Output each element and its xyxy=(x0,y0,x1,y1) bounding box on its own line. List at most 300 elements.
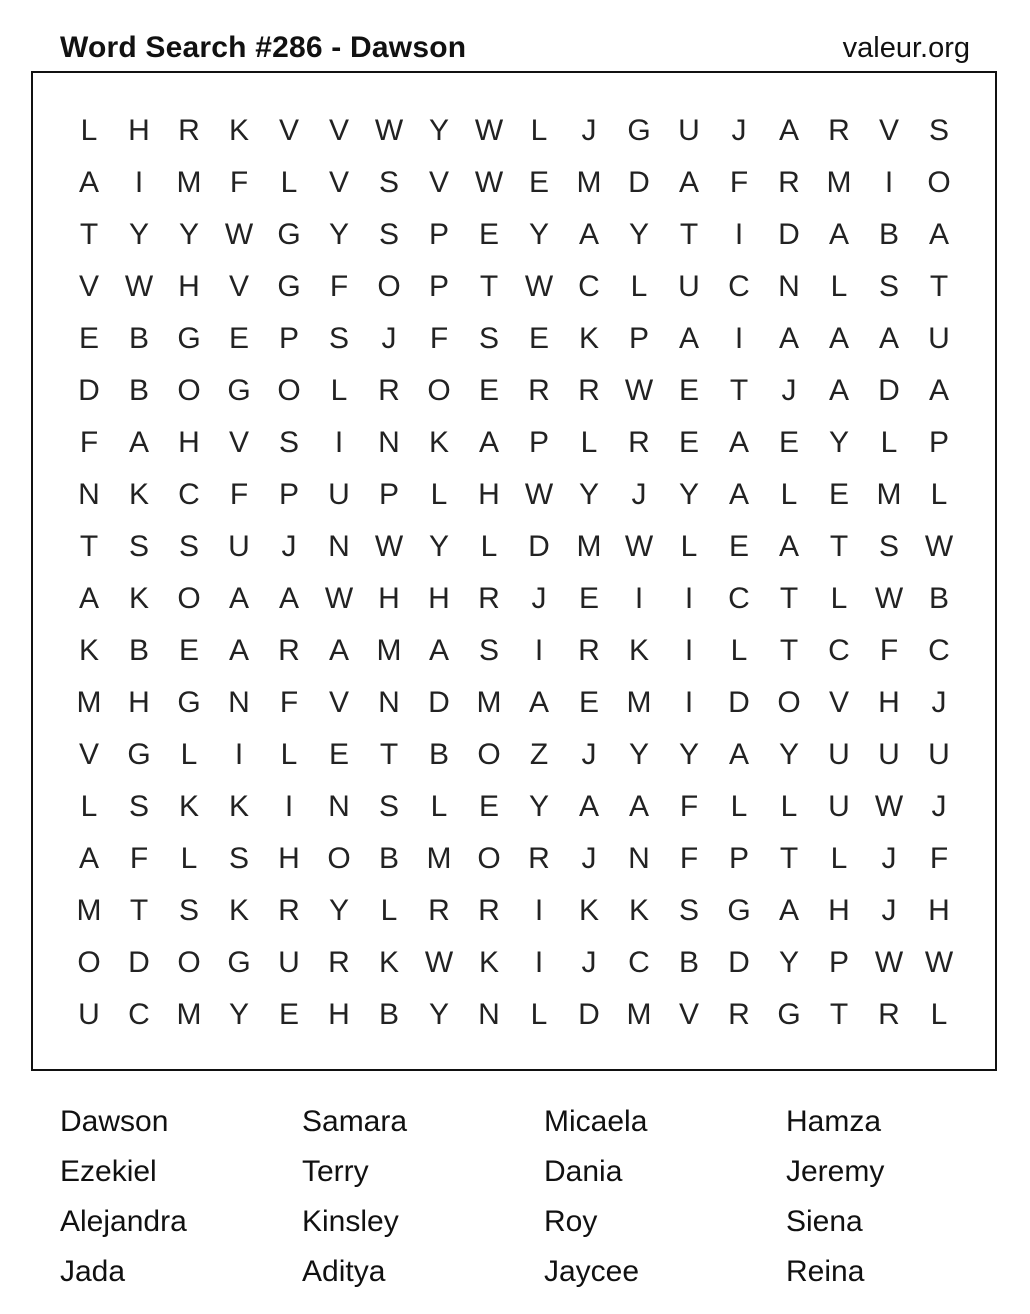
grid-cell[interactable]: N xyxy=(328,530,350,563)
grid-cell[interactable]: C xyxy=(578,270,600,303)
grid-cell[interactable]: F xyxy=(929,842,949,875)
grid-cell[interactable]: P xyxy=(278,478,299,511)
grid-cell[interactable]: K xyxy=(578,894,599,927)
grid-cell[interactable]: L xyxy=(830,270,848,303)
grid-cell[interactable]: A xyxy=(778,114,799,147)
grid-cell[interactable]: A xyxy=(228,582,249,615)
grid-cell[interactable]: R xyxy=(528,374,550,407)
grid-cell[interactable]: A xyxy=(828,218,849,251)
grid-cell[interactable]: J xyxy=(931,790,947,823)
grid-cell[interactable]: F xyxy=(879,634,899,667)
grid-cell[interactable]: W xyxy=(924,530,954,563)
grid-cell[interactable]: B xyxy=(928,582,949,615)
grid-cell[interactable]: A xyxy=(878,322,899,355)
grid-cell[interactable]: L xyxy=(880,426,898,459)
grid-cell[interactable]: S xyxy=(678,894,699,927)
grid-cell[interactable]: S xyxy=(378,166,399,199)
grid-cell[interactable]: T xyxy=(79,530,99,563)
grid-cell[interactable]: A xyxy=(478,426,499,459)
grid-cell[interactable]: O xyxy=(427,374,451,407)
grid-cell[interactable]: L xyxy=(430,790,448,823)
grid-cell[interactable]: K xyxy=(628,634,649,667)
grid-cell[interactable]: M xyxy=(76,686,102,719)
grid-cell[interactable]: Y xyxy=(628,738,649,771)
grid-cell[interactable]: P xyxy=(428,218,449,251)
grid-cell[interactable]: T xyxy=(679,218,699,251)
grid-cell[interactable]: A xyxy=(78,842,99,875)
grid-cell[interactable]: L xyxy=(730,790,748,823)
grid-cell[interactable]: A xyxy=(678,166,699,199)
grid-cell[interactable]: O xyxy=(277,374,301,407)
grid-cell[interactable]: W xyxy=(374,114,404,147)
grid-cell[interactable]: G xyxy=(127,738,151,771)
grid-cell[interactable]: N xyxy=(778,270,800,303)
grid-cell[interactable]: U xyxy=(678,114,700,147)
grid-cell[interactable]: P xyxy=(428,270,449,303)
grid-cell[interactable]: A xyxy=(778,530,799,563)
grid-cell[interactable]: V xyxy=(278,114,299,147)
grid-cell[interactable]: U xyxy=(678,270,700,303)
grid-cell[interactable]: H xyxy=(428,582,450,615)
grid-cell[interactable]: I xyxy=(684,582,694,615)
grid-cell[interactable]: U xyxy=(228,530,250,563)
grid-cell[interactable]: F xyxy=(679,842,699,875)
grid-cell[interactable]: C xyxy=(178,478,200,511)
grid-cell[interactable]: I xyxy=(284,790,294,823)
grid-cell[interactable]: Y xyxy=(328,218,349,251)
grid-cell[interactable]: S xyxy=(478,634,499,667)
grid-cell[interactable]: H xyxy=(278,842,300,875)
grid-cell[interactable]: F xyxy=(279,686,299,719)
grid-cell[interactable]: R xyxy=(428,894,450,927)
grid-cell[interactable]: U xyxy=(928,738,950,771)
grid-cell[interactable]: L xyxy=(930,478,948,511)
grid-cell[interactable]: C xyxy=(128,998,150,1031)
grid-cell[interactable]: H xyxy=(478,478,500,511)
grid-cell[interactable]: U xyxy=(828,738,850,771)
grid-cell[interactable]: B xyxy=(428,738,449,771)
grid-cell[interactable]: K xyxy=(578,322,599,355)
grid-cell[interactable]: E xyxy=(228,322,249,355)
grid-cell[interactable]: W xyxy=(474,166,504,199)
grid-cell[interactable]: F xyxy=(229,478,249,511)
grid-cell[interactable]: R xyxy=(578,374,600,407)
grid-cell[interactable]: S xyxy=(878,530,899,563)
grid-cell[interactable]: L xyxy=(830,842,848,875)
grid-cell[interactable]: A xyxy=(728,426,749,459)
grid-cell[interactable]: E xyxy=(528,322,549,355)
grid-cell[interactable]: J xyxy=(581,738,597,771)
grid-cell[interactable]: P xyxy=(928,426,949,459)
grid-cell[interactable]: P xyxy=(828,946,849,979)
grid-cell[interactable]: Z xyxy=(529,738,549,771)
grid-cell[interactable]: A xyxy=(78,582,99,615)
grid-cell[interactable]: V xyxy=(878,114,899,147)
grid-cell[interactable]: P xyxy=(528,426,549,459)
grid-cell[interactable]: Y xyxy=(178,218,199,251)
grid-cell[interactable]: U xyxy=(328,478,350,511)
grid-cell[interactable]: A xyxy=(128,426,149,459)
grid-cell[interactable]: S xyxy=(228,842,249,875)
grid-cell[interactable]: L xyxy=(780,478,798,511)
grid-cell[interactable]: G xyxy=(177,322,201,355)
grid-cell[interactable]: U xyxy=(928,322,950,355)
grid-cell[interactable]: J xyxy=(881,894,897,927)
grid-cell[interactable]: M xyxy=(76,894,102,927)
grid-cell[interactable]: L xyxy=(180,738,198,771)
grid-cell[interactable]: N xyxy=(328,790,350,823)
grid-cell[interactable]: Y xyxy=(228,998,249,1031)
grid-cell[interactable]: B xyxy=(128,322,149,355)
grid-cell[interactable]: O xyxy=(377,270,401,303)
grid-cell[interactable]: L xyxy=(530,998,548,1031)
grid-cell[interactable]: S xyxy=(478,322,499,355)
grid-cell[interactable]: Y xyxy=(578,478,599,511)
grid-cell[interactable]: O xyxy=(777,686,801,719)
grid-cell[interactable]: W xyxy=(524,270,554,303)
grid-cell[interactable]: M xyxy=(626,686,652,719)
grid-cell[interactable]: N xyxy=(628,842,650,875)
grid-cell[interactable]: M xyxy=(876,478,902,511)
grid-cell[interactable]: N xyxy=(378,686,400,719)
grid-cell[interactable]: G xyxy=(277,218,301,251)
grid-cell[interactable]: L xyxy=(80,790,98,823)
grid-cell[interactable]: K xyxy=(128,478,149,511)
grid-cell[interactable]: O xyxy=(177,582,201,615)
grid-cell[interactable]: Y xyxy=(528,790,549,823)
grid-cell[interactable]: A xyxy=(678,322,699,355)
grid-cell[interactable]: Y xyxy=(778,946,799,979)
grid-cell[interactable]: F xyxy=(429,322,449,355)
grid-cell[interactable]: L xyxy=(630,270,648,303)
grid-cell[interactable]: W xyxy=(474,114,504,147)
grid-cell[interactable]: D xyxy=(428,686,450,719)
grid-cell[interactable]: E xyxy=(828,478,849,511)
grid-cell[interactable]: T xyxy=(779,582,799,615)
grid-cell[interactable]: W xyxy=(374,530,404,563)
grid-cell[interactable]: T xyxy=(779,842,799,875)
grid-cell[interactable]: C xyxy=(928,634,950,667)
grid-cell[interactable]: J xyxy=(931,686,947,719)
grid-cell[interactable]: R xyxy=(528,842,550,875)
grid-cell[interactable]: E xyxy=(728,530,749,563)
grid-cell[interactable]: M xyxy=(576,530,602,563)
grid-cell[interactable]: E xyxy=(778,426,799,459)
grid-cell[interactable]: R xyxy=(378,374,400,407)
grid-cell[interactable]: K xyxy=(378,946,399,979)
grid-cell[interactable]: I xyxy=(734,218,744,251)
grid-cell[interactable]: I xyxy=(684,686,694,719)
grid-cell[interactable]: A xyxy=(78,166,99,199)
grid-cell[interactable]: R xyxy=(578,634,600,667)
grid-cell[interactable]: K xyxy=(228,790,249,823)
grid-cell[interactable]: A xyxy=(428,634,449,667)
grid-cell[interactable]: P xyxy=(628,322,649,355)
grid-cell[interactable]: A xyxy=(228,634,249,667)
grid-cell[interactable]: J xyxy=(881,842,897,875)
grid-cell[interactable]: A xyxy=(328,634,349,667)
grid-cell[interactable]: E xyxy=(578,686,599,719)
grid-cell[interactable]: N xyxy=(378,426,400,459)
grid-cell[interactable]: G xyxy=(227,946,251,979)
grid-cell[interactable]: E xyxy=(678,426,699,459)
grid-cell[interactable]: V xyxy=(328,114,349,147)
grid-cell[interactable]: D xyxy=(628,166,650,199)
grid-cell[interactable]: L xyxy=(80,114,98,147)
grid-cell[interactable]: T xyxy=(479,270,499,303)
grid-cell[interactable]: S xyxy=(328,322,349,355)
grid-cell[interactable]: N xyxy=(228,686,250,719)
grid-cell[interactable]: L xyxy=(730,634,748,667)
grid-cell[interactable]: G xyxy=(627,114,651,147)
grid-cell[interactable]: K xyxy=(428,426,449,459)
grid-cell[interactable]: S xyxy=(878,270,899,303)
grid-cell[interactable]: B xyxy=(878,218,899,251)
grid-cell[interactable]: E xyxy=(478,374,499,407)
grid-cell[interactable]: T xyxy=(929,270,949,303)
grid-cell[interactable]: K xyxy=(128,582,149,615)
grid-cell[interactable]: G xyxy=(227,374,251,407)
grid-cell[interactable]: F xyxy=(329,270,349,303)
grid-cell[interactable]: J xyxy=(631,478,647,511)
grid-cell[interactable]: E xyxy=(78,322,99,355)
grid-cell[interactable]: W xyxy=(924,946,954,979)
grid-cell[interactable]: R xyxy=(328,946,350,979)
grid-cell[interactable]: G xyxy=(777,998,801,1031)
grid-cell[interactable]: A xyxy=(728,738,749,771)
grid-cell[interactable]: V xyxy=(328,686,349,719)
grid-cell[interactable]: G xyxy=(177,686,201,719)
grid-cell[interactable]: O xyxy=(927,166,951,199)
grid-cell[interactable]: U xyxy=(828,790,850,823)
grid-cell[interactable]: H xyxy=(178,426,200,459)
grid-cell[interactable]: T xyxy=(129,894,149,927)
grid-cell[interactable]: O xyxy=(477,738,501,771)
grid-cell[interactable]: B xyxy=(378,998,399,1031)
grid-cell[interactable]: L xyxy=(530,114,548,147)
grid-cell[interactable]: V xyxy=(78,738,99,771)
grid-cell[interactable]: L xyxy=(780,790,798,823)
grid-cell[interactable]: K xyxy=(178,790,199,823)
grid-cell[interactable]: I xyxy=(884,166,894,199)
grid-cell[interactable]: J xyxy=(781,374,797,407)
grid-cell[interactable]: G xyxy=(727,894,751,927)
grid-cell[interactable]: Y xyxy=(628,218,649,251)
grid-cell[interactable]: K xyxy=(478,946,499,979)
grid-cell[interactable]: J xyxy=(281,530,297,563)
grid-cell[interactable]: S xyxy=(178,894,199,927)
grid-cell[interactable]: Y xyxy=(778,738,799,771)
grid-cell[interactable]: D xyxy=(528,530,550,563)
grid-cell[interactable]: Y xyxy=(528,218,549,251)
grid-cell[interactable]: E xyxy=(578,582,599,615)
grid-cell[interactable]: J xyxy=(381,322,397,355)
grid-cell[interactable]: W xyxy=(874,582,904,615)
grid-cell[interactable]: E xyxy=(178,634,199,667)
grid-cell[interactable]: A xyxy=(628,790,649,823)
grid-cell[interactable]: V xyxy=(328,166,349,199)
grid-cell[interactable]: L xyxy=(480,530,498,563)
grid-cell[interactable]: L xyxy=(280,738,298,771)
grid-cell[interactable]: I xyxy=(684,634,694,667)
grid-cell[interactable]: D xyxy=(778,218,800,251)
grid-cell[interactable]: T xyxy=(79,218,99,251)
grid-cell[interactable]: L xyxy=(580,426,598,459)
grid-cell[interactable]: O xyxy=(327,842,351,875)
grid-cell[interactable]: C xyxy=(828,634,850,667)
grid-cell[interactable]: R xyxy=(478,582,500,615)
grid-cell[interactable]: P xyxy=(378,478,399,511)
grid-cell[interactable]: R xyxy=(628,426,650,459)
grid-cell[interactable]: L xyxy=(680,530,698,563)
grid-cell[interactable]: Y xyxy=(128,218,149,251)
grid-cell[interactable]: I xyxy=(534,946,544,979)
grid-cell[interactable]: U xyxy=(78,998,100,1031)
grid-cell[interactable]: E xyxy=(328,738,349,771)
grid-cell[interactable]: H xyxy=(928,894,950,927)
grid-cell[interactable]: Y xyxy=(428,530,449,563)
grid-cell[interactable]: G xyxy=(277,270,301,303)
grid-cell[interactable]: M xyxy=(826,166,852,199)
grid-cell[interactable]: L xyxy=(380,894,398,927)
grid-cell[interactable]: T xyxy=(779,634,799,667)
grid-cell[interactable]: N xyxy=(78,478,100,511)
grid-cell[interactable]: R xyxy=(728,998,750,1031)
grid-cell[interactable]: N xyxy=(478,998,500,1031)
grid-cell[interactable]: F xyxy=(79,426,99,459)
grid-cell[interactable]: S xyxy=(178,530,199,563)
grid-cell[interactable]: H xyxy=(828,894,850,927)
grid-cell[interactable]: H xyxy=(128,114,150,147)
grid-cell[interactable]: D xyxy=(728,686,750,719)
grid-cell[interactable]: V xyxy=(228,426,249,459)
grid-cell[interactable]: W xyxy=(624,530,654,563)
grid-cell[interactable]: Y xyxy=(428,998,449,1031)
grid-cell[interactable]: O xyxy=(77,946,101,979)
grid-cell[interactable]: W xyxy=(874,790,904,823)
grid-cell[interactable]: A xyxy=(828,374,849,407)
grid-cell[interactable]: O xyxy=(177,374,201,407)
grid-cell[interactable]: A xyxy=(728,478,749,511)
grid-cell[interactable]: L xyxy=(180,842,198,875)
grid-cell[interactable]: S xyxy=(378,218,399,251)
grid-cell[interactable]: D xyxy=(78,374,100,407)
grid-cell[interactable]: A xyxy=(928,218,949,251)
grid-cell[interactable]: H xyxy=(178,270,200,303)
grid-cell[interactable]: J xyxy=(531,582,547,615)
grid-cell[interactable]: P xyxy=(278,322,299,355)
grid-cell[interactable]: K xyxy=(228,114,249,147)
grid-cell[interactable]: I xyxy=(334,426,344,459)
grid-cell[interactable]: E xyxy=(478,218,499,251)
grid-cell[interactable]: R xyxy=(278,634,300,667)
grid-cell[interactable]: F xyxy=(229,166,249,199)
grid-cell[interactable]: R xyxy=(178,114,200,147)
grid-cell[interactable]: W xyxy=(424,946,454,979)
grid-cell[interactable]: I xyxy=(634,582,644,615)
grid-cell[interactable]: E xyxy=(478,790,499,823)
grid-cell[interactable]: E xyxy=(278,998,299,1031)
grid-cell[interactable]: O xyxy=(477,842,501,875)
grid-cell[interactable]: W xyxy=(224,218,254,251)
grid-cell[interactable]: M xyxy=(476,686,502,719)
grid-cell[interactable]: U xyxy=(878,738,900,771)
grid-cell[interactable]: I xyxy=(534,894,544,927)
grid-cell[interactable]: H xyxy=(128,686,150,719)
grid-cell[interactable]: R xyxy=(278,894,300,927)
grid-cell[interactable]: Y xyxy=(428,114,449,147)
grid-cell[interactable]: R xyxy=(478,894,500,927)
grid-cell[interactable]: T xyxy=(729,374,749,407)
grid-cell[interactable]: L xyxy=(930,998,948,1031)
grid-cell[interactable]: C xyxy=(728,582,750,615)
grid-cell[interactable]: I xyxy=(134,166,144,199)
grid-cell[interactable]: H xyxy=(878,686,900,719)
grid-cell[interactable]: K xyxy=(628,894,649,927)
grid-cell[interactable]: W xyxy=(874,946,904,979)
grid-cell[interactable]: W xyxy=(624,374,654,407)
grid-cell[interactable]: M xyxy=(376,634,402,667)
grid-cell[interactable]: R xyxy=(878,998,900,1031)
grid-cell[interactable]: M xyxy=(426,842,452,875)
grid-cell[interactable]: J xyxy=(731,114,747,147)
grid-cell[interactable]: W xyxy=(124,270,154,303)
grid-cell[interactable]: L xyxy=(330,374,348,407)
grid-cell[interactable]: C xyxy=(728,270,750,303)
grid-cell[interactable]: L xyxy=(430,478,448,511)
grid-cell[interactable]: L xyxy=(830,582,848,615)
grid-cell[interactable]: O xyxy=(177,946,201,979)
grid-cell[interactable]: B xyxy=(678,946,699,979)
grid-cell[interactable]: B xyxy=(378,842,399,875)
grid-cell[interactable]: T xyxy=(379,738,399,771)
grid-cell[interactable]: A xyxy=(578,790,599,823)
grid-cell[interactable]: W xyxy=(524,478,554,511)
grid-cell[interactable]: B xyxy=(128,634,149,667)
grid-cell[interactable]: Y xyxy=(328,894,349,927)
grid-cell[interactable]: C xyxy=(628,946,650,979)
grid-cell[interactable]: T xyxy=(829,530,849,563)
grid-cell[interactable]: M xyxy=(576,166,602,199)
grid-cell[interactable]: I xyxy=(234,738,244,771)
grid-cell[interactable]: Y xyxy=(678,478,699,511)
grid-cell[interactable]: Y xyxy=(678,738,699,771)
grid-cell[interactable]: D xyxy=(128,946,150,979)
grid-cell[interactable]: U xyxy=(278,946,300,979)
grid-cell[interactable]: S xyxy=(128,530,149,563)
grid-cell[interactable]: B xyxy=(128,374,149,407)
grid-cell[interactable]: V xyxy=(828,686,849,719)
grid-cell[interactable]: A xyxy=(278,582,299,615)
grid-cell[interactable]: K xyxy=(78,634,99,667)
grid-cell[interactable]: W xyxy=(324,582,354,615)
grid-cell[interactable]: A xyxy=(828,322,849,355)
grid-cell[interactable]: E xyxy=(678,374,699,407)
grid-cell[interactable]: M xyxy=(626,998,652,1031)
grid-cell[interactable]: I xyxy=(534,634,544,667)
grid-cell[interactable]: M xyxy=(176,166,202,199)
grid-cell[interactable]: V xyxy=(678,998,699,1031)
grid-cell[interactable]: V xyxy=(78,270,99,303)
grid-cell[interactable]: A xyxy=(528,686,549,719)
grid-cell[interactable]: J xyxy=(581,946,597,979)
grid-cell[interactable]: D xyxy=(578,998,600,1031)
grid-cell[interactable]: D xyxy=(728,946,750,979)
grid-cell[interactable]: R xyxy=(828,114,850,147)
grid-cell[interactable]: F xyxy=(129,842,149,875)
grid-cell[interactable]: P xyxy=(728,842,749,875)
grid-cell[interactable]: S xyxy=(378,790,399,823)
